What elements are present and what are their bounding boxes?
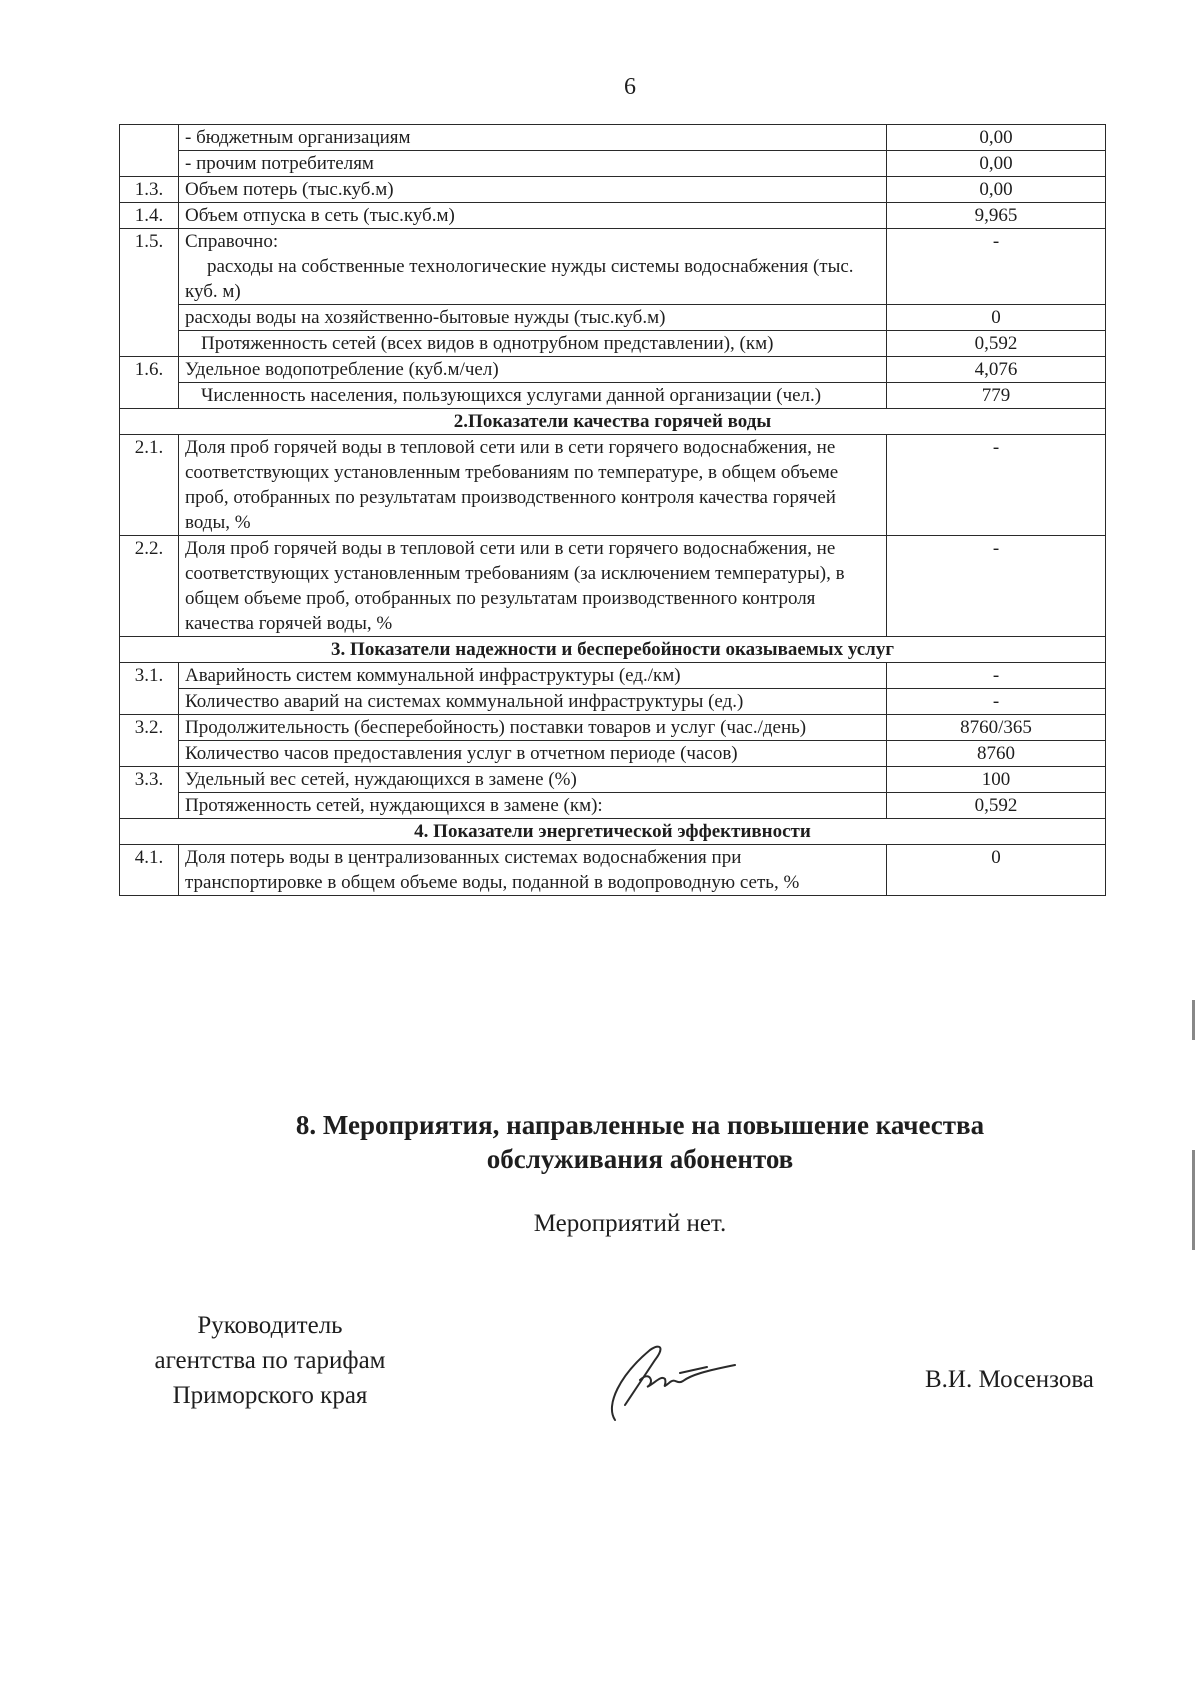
table-row: [120, 793, 1106, 819]
section-8-heading: [180, 1108, 1100, 1176]
row-value: 100: [887, 767, 1106, 793]
row-label: Количество часов предоставления услуг в отчетном периоде (часов): [179, 741, 887, 767]
row-value: -: [887, 435, 1106, 536]
row-value: 0,592: [887, 331, 1106, 357]
section-row: [120, 409, 1106, 435]
row-number: 2.1.: [120, 435, 179, 536]
signatory-title: [120, 1308, 420, 1413]
table-row: [120, 741, 1106, 767]
row-number-cell: [120, 125, 179, 177]
row-label: Доля потерь воды в централизованных системах водоснабжения при транспортировке в общем объеме воды, поданной в водопроводную сеть, %: [179, 845, 887, 896]
row-label: Количество аварий на системах коммунальной инфраструктуры (ед.): [179, 689, 887, 715]
table-row: [120, 689, 1106, 715]
row-value: -: [887, 689, 1106, 715]
row-number: 2.2.: [120, 536, 179, 637]
section-row: [120, 637, 1106, 663]
scan-edge-mark: [1192, 1150, 1195, 1250]
table-row: [120, 125, 1106, 151]
signatory-title-line1: Руководитель: [197, 1312, 343, 1339]
row-number: 1.5.: [120, 229, 179, 357]
row-number: 1.6.: [120, 357, 179, 409]
row-label: Аварийность систем коммунальной инфраструктуры (ед./км): [179, 663, 887, 689]
row-label: расходы на собственные технологические нужды системы водоснабжения (тыс. куб. м): [185, 256, 854, 302]
row-value: 8760: [887, 741, 1106, 767]
row-value: 0,00: [887, 177, 1106, 203]
row-label: Протяженность сетей, нуждающихся в замене (км):: [179, 793, 887, 819]
table-row: [120, 229, 1106, 305]
row-label: Объем потерь (тыс.куб.м): [179, 177, 887, 203]
table-row: [120, 177, 1106, 203]
indicators-table: [119, 124, 1106, 896]
row-label: - прочим потребителям: [179, 151, 887, 177]
row-label-cell: [179, 229, 887, 305]
table-row: [120, 536, 1106, 637]
table-row: [120, 331, 1106, 357]
row-number: 3.1.: [120, 663, 179, 715]
signatory-title-line3: Приморского края: [172, 1382, 368, 1409]
row-value: 0: [887, 845, 1106, 896]
section-title: 4. Показатели энергетической эффективности: [120, 819, 1106, 845]
row-value: 8760/365: [887, 715, 1106, 741]
row-label: Удельный вес сетей, нуждающихся в замене (%): [179, 767, 887, 793]
section-8-heading-line1: 8. Мероприятия, направленные на повышение качества: [295, 1110, 985, 1140]
signature-image: [595, 1335, 745, 1425]
section-row: [120, 819, 1106, 845]
row-number: 3.3.: [120, 767, 179, 819]
row-label: Удельное водопотребление (куб.м/чел): [179, 357, 887, 383]
signatory-title-line2: агентства по тарифам: [154, 1347, 386, 1374]
no-measures-text: Мероприятий нет.: [533, 1210, 727, 1237]
row-value: 9,965: [887, 203, 1106, 229]
row-label: Продолжительность (бесперебойность) поставки товаров и услуг (час./день): [179, 715, 887, 741]
row-number: 1.3.: [120, 177, 179, 203]
row-label-heading: Справочно:: [185, 231, 279, 252]
row-value: 4,076: [887, 357, 1106, 383]
row-label: Численность населения, пользующихся услугами данной организации (чел.): [179, 383, 887, 409]
table-row: [120, 845, 1106, 896]
table-row: [120, 435, 1106, 536]
page-number: 6: [624, 74, 636, 100]
row-value: -: [887, 229, 1106, 305]
table-row: [120, 663, 1106, 689]
section-title: 2.Показатели качества горячей воды: [120, 409, 1106, 435]
row-number: 3.2.: [120, 715, 179, 767]
row-value: 779: [887, 383, 1106, 409]
table-row: [120, 305, 1106, 331]
row-value: 0,00: [887, 125, 1106, 151]
table-row: [120, 767, 1106, 793]
row-label: Объем отпуска в сеть (тыс.куб.м): [179, 203, 887, 229]
row-label: - бюджетным организациям: [179, 125, 887, 151]
section-title: 3. Показатели надежности и бесперебойности оказываемых услуг: [120, 637, 1106, 663]
row-number: 1.4.: [120, 203, 179, 229]
row-value: -: [887, 536, 1106, 637]
row-value: 0,00: [887, 151, 1106, 177]
table-row: [120, 203, 1106, 229]
table-row: [120, 715, 1106, 741]
row-number: 4.1.: [120, 845, 179, 896]
signatory-name: В.И. Мосензова: [925, 1366, 1094, 1393]
row-value: -: [887, 663, 1106, 689]
row-label: расходы воды на хозяйственно-бытовые нужды (тыс.куб.м): [179, 305, 887, 331]
table-row: [120, 357, 1106, 383]
row-label: Доля проб горячей воды в тепловой сети или в сети горячего водоснабжения, не соответствующих установленным требованиям по температуре, в общем объеме проб, отобранных по результатам производственного контроля качества горячей воды, %: [179, 435, 887, 536]
section-8-heading-line2: обслуживания абонентов: [486, 1144, 794, 1174]
row-value: 0,592: [887, 793, 1106, 819]
table-row: [120, 383, 1106, 409]
row-label: Доля проб горячей воды в тепловой сети или в сети горячего водоснабжения, не соответствующих установленным требованиям (за исключением температуры), в общем объеме проб, отобранных по результатам производственного контроля качества горячей воды, %: [179, 536, 887, 637]
row-value: 0: [887, 305, 1106, 331]
scan-edge-mark: [1192, 1000, 1195, 1040]
row-label: Протяженность сетей (всех видов в однотрубном представлении), (км): [179, 331, 887, 357]
table-row: [120, 151, 1106, 177]
